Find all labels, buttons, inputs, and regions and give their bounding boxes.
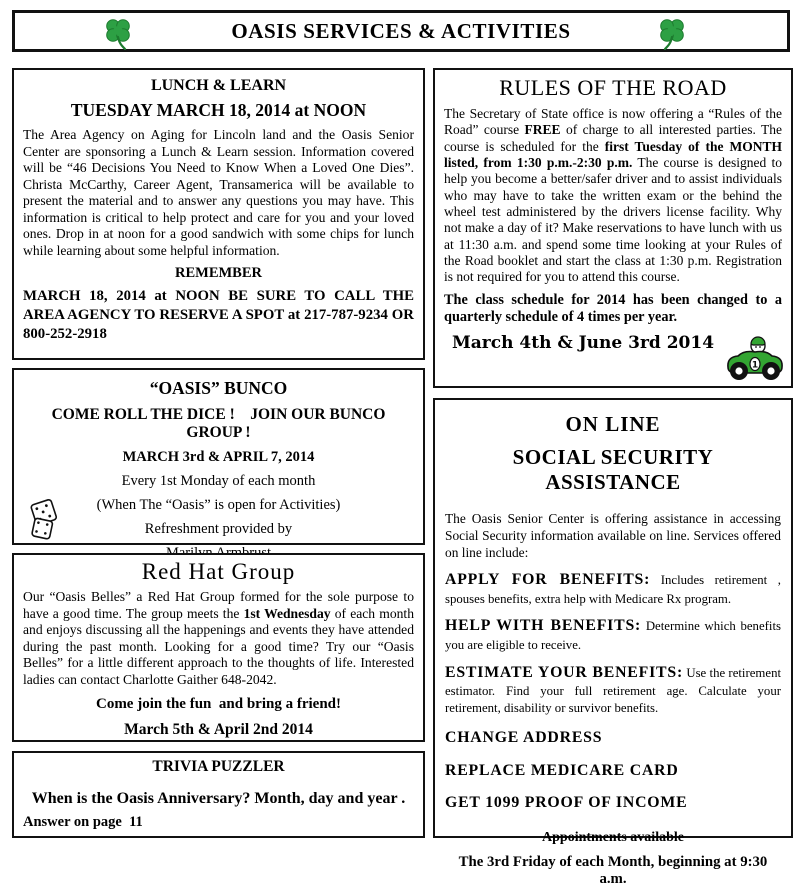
social-security-section	[433, 398, 793, 887]
ssa-appointments-schedule: The 3rd Friday of each Month, beginning at 9:30 a.m.	[458, 853, 768, 887]
lunch-and-learn-body: The Area Agency on Aging for Lincoln land and the Oasis Senior Center are sponsoring a Lunch & Learn session. Information covered will be “46 Decisions You Need to Know When a Loved One Dies”. Christa McCarthy, Career Agent, Transamerica will be available to present the material and to answer any questions you may have. This information is critical to help protect and care for you and your loved ones. Drop in at noon for a good sandwich with some chips for lunch while learning about some helpful information.	[23, 127, 414, 258]
ssa-service-apply	[445, 570, 781, 607]
rules-title: RULES OF THE ROAD	[499, 75, 727, 100]
ssa-title-line2: SOCIAL SECURITY ASSISTANCE	[512, 445, 714, 494]
ssa-service-label: ESTIMATE YOUR BENEFITS:	[445, 663, 684, 681]
left-column	[12, 68, 425, 838]
trivia-title: TRIVIA PUZZLER	[152, 758, 285, 775]
red-hat-body: Our “Oasis Belles” a Red Hat Group formed for the sole purpose to have a good time. The group meets the 1st Wednesday of each month and enjoys discussing all the happenings and events they have attended during the past month. Looking for a good time? Try our “Oasis Belles” for a little different approach to the thoughts of life. Interested ladies can contact Charlotte Gaither 648-2042.	[23, 589, 414, 687]
lunch-and-learn-section	[12, 68, 425, 360]
rules-schedule-note: The class schedule for 2014 has been changed to a quarterly schedule of 4 times per year.	[444, 291, 782, 326]
right-column	[433, 68, 793, 887]
red-hat-dates: March 5th & April 2nd 2014	[124, 721, 313, 739]
ssa-title-line1: ON LINE	[565, 412, 661, 436]
bunco-title: “OASIS” BUNCO	[149, 378, 288, 398]
bunco-invite-line: COME ROLL THE DICE ! JOIN OUR BUNCO GROUP !	[51, 406, 390, 441]
bunco-dates: MARCH 3rd & APRIL 7, 2014	[122, 449, 315, 465]
ssa-service-label: APPLY FOR BENEFITS:	[445, 571, 651, 589]
red-hat-group-section	[12, 553, 425, 742]
ssa-service-desc: Includes retirement , spouses benefits, extra help with Medicare Rx program.	[445, 573, 781, 606]
svg-text:1: 1	[751, 360, 759, 371]
bunco-schedule: Every 1st Monday of each month	[121, 473, 316, 489]
ssa-service-label: REPLACE MEDICARE CARD	[445, 761, 679, 779]
lunch-and-learn-title: LUNCH & LEARN	[150, 77, 287, 94]
red-hat-title: Red Hat Group	[141, 559, 296, 584]
ssa-service-label: HELP WITH BENEFITS:	[445, 617, 642, 635]
ssa-service-label: CHANGE ADDRESS	[445, 729, 603, 747]
oasis-bunco-section	[12, 368, 425, 545]
ssa-service-estimate	[445, 663, 781, 717]
trivia-question: When is the Oasis Anniversary? Month, day and year .	[31, 790, 406, 807]
red-hat-invite-line: Come join the fun and bring a friend!	[95, 696, 342, 713]
ssa-service-desc: Use the retirement estimator. Find your full retirement age. Calculate your retirement, disability or survivor benefits.	[445, 665, 782, 715]
ssa-appointments-heading: Appointments available	[542, 829, 684, 845]
trivia-puzzler-section	[12, 751, 425, 838]
page-title: OASIS SERVICES & ACTIVITIES	[231, 18, 571, 43]
lunch-and-learn-date: TUESDAY MARCH 18, 2014 at NOON	[70, 100, 367, 120]
trivia-answer-reference: Answer on page 11	[23, 814, 143, 830]
car-icon	[724, 333, 786, 383]
content-columns	[12, 68, 793, 887]
dice-icon	[24, 497, 72, 541]
remember-heading: REMEMBER	[175, 265, 262, 282]
ssa-service-desc: Determine which benefits you are eligible to receive.	[445, 619, 781, 652]
ssa-service-help	[445, 616, 781, 653]
rules-body: The Secretary of State office is now offering a “Rules of the Road” course FREE of charge to all interested parties. The course is scheduled for the first Tuesday of the MONTH listed, from 1:30 p.m.-2:30 p.m. The course is designed to help you become a better/safer driver and to assist individuals who may have to take the written exam or the behind the wheel test administered by the drivers license facility. Why not make a day of it? Make reservations to have lunch with us at 11:30 a.m. and spend some time looking at your Rules of the Road booklet and start the class at 1:30 p.m. Registration is not required for you to attend this course.	[444, 106, 782, 285]
ssa-service-label: GET 1099 PROOF OF INCOME	[445, 794, 688, 812]
ssa-service-change-address	[445, 728, 781, 749]
reservation-phone-note: MARCH 18, 2014 at NOON BE SURE TO CALL THE AREA AGENCY TO RESERVE A SPOT at 217-787-9234 OR 800-252-2918	[23, 288, 414, 342]
bunco-refreshment: Refreshment provided by	[144, 521, 293, 537]
ssa-service-1099	[445, 793, 781, 814]
ssa-service-replace-medicare	[445, 761, 781, 782]
bunco-condition: (When The “Oasis” is open for Activities)	[96, 497, 341, 513]
rules-of-the-road-section	[433, 68, 793, 388]
ssa-intro: The Oasis Senior Center is offering assistance in accessing Social Security information available on line. Services offered on line include:	[445, 511, 781, 560]
rules-dates: March 4th & June 3rd 2014	[451, 333, 715, 354]
clover-icon	[657, 17, 687, 51]
page-header	[12, 10, 790, 52]
clover-icon	[103, 17, 133, 51]
